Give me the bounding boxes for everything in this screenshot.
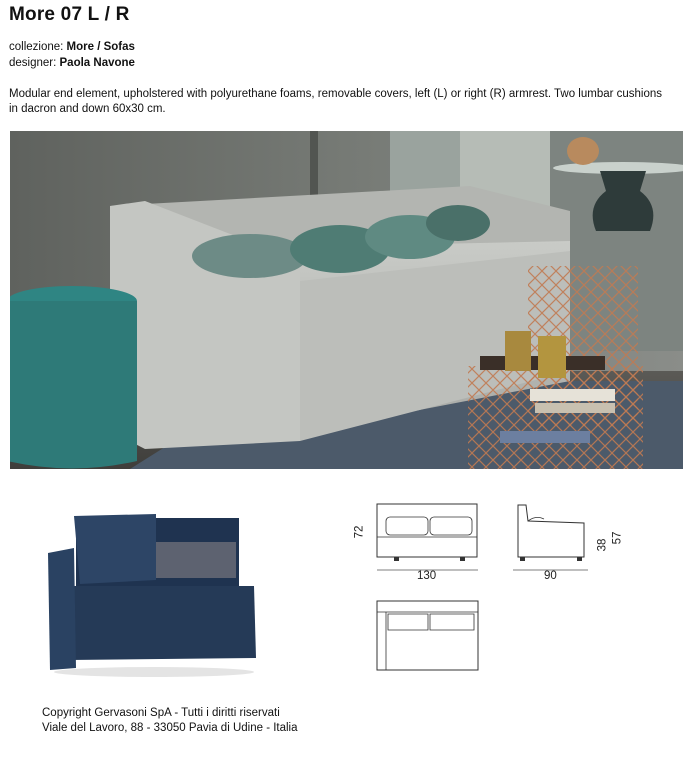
designer-value: Paola Navone — [59, 57, 135, 69]
front-width-label: 130 — [417, 570, 437, 582]
front-height-label: 72 — [353, 525, 366, 539]
side-view-drawing — [512, 503, 592, 563]
side-depth-label: 90 — [544, 570, 557, 582]
hero-photo — [10, 131, 683, 469]
top-view-drawing — [376, 600, 480, 672]
front-view-drawing — [376, 503, 480, 569]
side-arm-height-label: 57 — [611, 531, 624, 545]
product-description: Modular end element, upholstered with polyurethane foams, removable covers, left (L) or right (R) armrest. Two lumbar cushions in dacron and down 60x30 cm. — [9, 88, 663, 115]
product-photo — [44, 508, 260, 678]
side-seat-height-label: 38 — [596, 538, 609, 552]
copyright-text: Copyright Gervasoni SpA - Tutti i diritti riservati — [42, 707, 280, 719]
collection-value: More / Sofas — [66, 41, 135, 53]
page-title: More 07 L / R — [9, 4, 130, 25]
address-text: Viale del Lavoro, 88 - 33050 Pavia di Udine - Italia — [42, 722, 298, 734]
collection-label: collezione: — [9, 41, 64, 53]
designer-line — [9, 57, 135, 69]
designer-label: designer: — [9, 57, 57, 69]
collection-line — [9, 41, 135, 53]
